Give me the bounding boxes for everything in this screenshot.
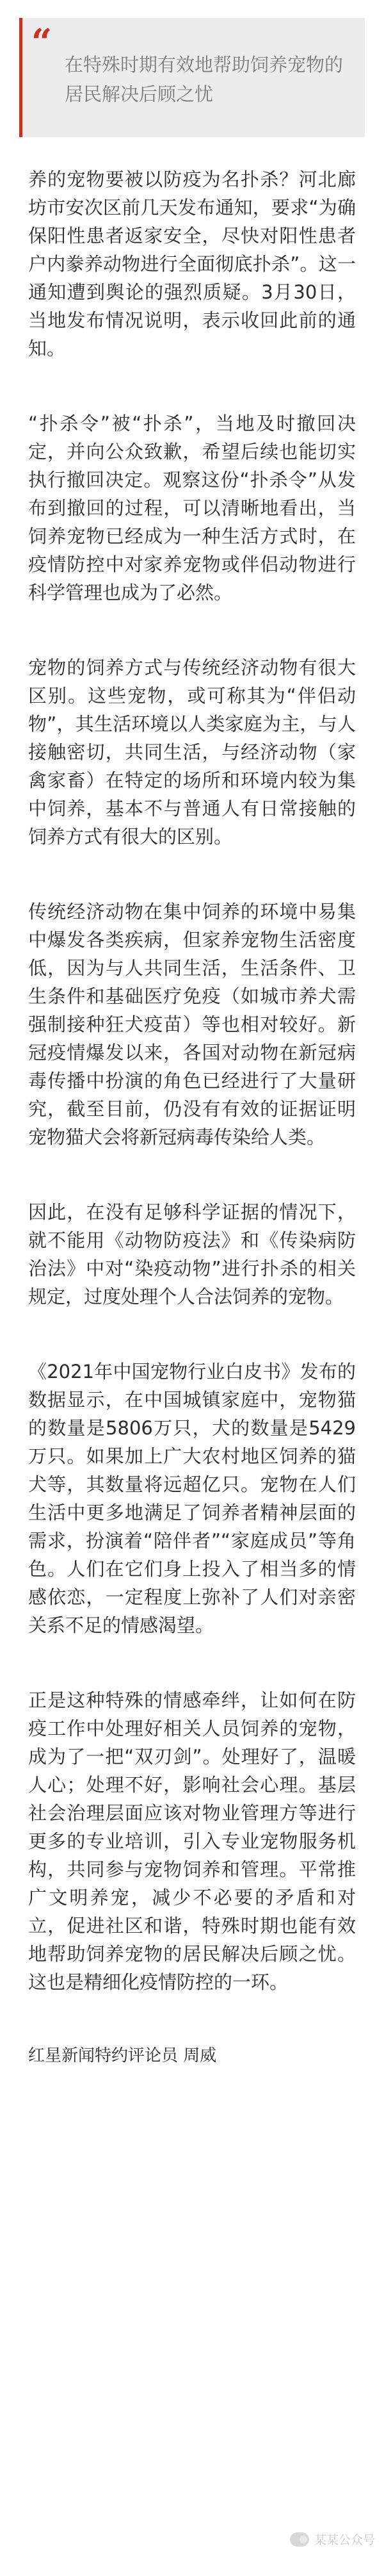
- account-watermark: [290, 2531, 375, 2548]
- article-paragraph: 因此，在没有足够科学证据的情况下，就不能用《动物防疫法》和《传染病防治法》中对“染疫动物”进行扑杀的相关规定，过度处理个人合法饲养的宠物。: [28, 1201, 356, 1308]
- headline-box: [19, 18, 365, 137]
- article-paragraph: 正是这种特殊的情感牵绊，让如何在防疫工作中处理好相关人员饲养的宠物，成为了一把“双刃剑”。处理好了，温暖人心；处理不好，影响社会心理。基层社会治理层面应该对物业管理方等进行更多的专业培训，引入专业宠物服务机构，共同参与宠物饲养和管理。平常推广文明养宠，减少不必要的矛盾和对立，促进社区和谐，特殊时期也能有效地帮助饲养宠物的居民解决后顾之忧。这也是精细化疫情防控的一环。: [28, 1689, 356, 1993]
- left-double-quote-icon: “: [31, 21, 52, 63]
- author-byline: 红星新闻特约评论员 周威: [28, 2046, 217, 2065]
- article-headline: 在特殊时期有效地帮助饲养宠物的居民解决后顾之忧: [65, 54, 344, 105]
- article-paragraph: 养的宠物要被以防疫为名扑杀？河北廊坊市安次区前几天发布通知，要求“为确保阳性患者返家安全，尽快对阳性患者户内豢养动物进行全面彻底扑杀”。这一通知遭到舆论的强烈质疑。3月30日，当地发布情况说明，表示收回此前的通知。: [28, 168, 356, 359]
- article-paragraph: 传统经济动物在集中饲养的环境中易集中爆发各类疾病，但家养宠物生活密度低，因为与人共同生活，生活条件、卫生条件和基础医疗免疫（如城市养犬需强制接种狂犬疫苗）等也相对较好。新冠疫情爆发以来，各国对动物在新冠病毒传播中扮演的角色已经进行了大量研究，截至目前，仍没有有效的证据证明宠物猫犬会将新冠病毒传染给人类。: [28, 901, 356, 1148]
- article-body: [28, 165, 356, 2069]
- wechat-account-icon: [290, 2532, 309, 2547]
- article-paragraph: “扑杀令”被“扑杀”，当地及时撤回决定，并向公众致歉，希望后续也能切实执行撤回决定。观察这份“扑杀令”从发布到撤回的过程，可以清晰地看出，当饲养宠物已经成为一种生活方式时，在疫情防控中对家养宠物或伴侣动物进行科学管理也成为了必然。: [28, 413, 356, 603]
- watermark-text: 某某公众号: [314, 2533, 375, 2547]
- article-paragraph: 《2021年中国宠物行业白皮书》发布的数据显示，在中国城镇家庭中，宠物猫的数量是5806万只，犬的数量是5429万只。如果加上广大农村地区饲养的猫犬等，其数量将远超亿只。宠物在人们生活中更多地满足了饲养者精神层面的需求，扮演着“陪伴者”“家庭成员”等角色。人们在它们身上投入了相当多的情感依恋，一定程度上弥补了人们对亲密关系不足的情感渴望。: [28, 1361, 356, 1636]
- article-paragraph: 宠物的饲养方式与传统经济动物有很大区别。这些宠物，或可称其为“伴侣动物”，其生活环境以人类家庭为主，与人接触密切，共同生活，与经济动物（家禽家畜）在特定的场所和环境内较为集中饲养，基本不与普通人有日常接触的饲养方式有很大的区别。: [28, 657, 356, 848]
